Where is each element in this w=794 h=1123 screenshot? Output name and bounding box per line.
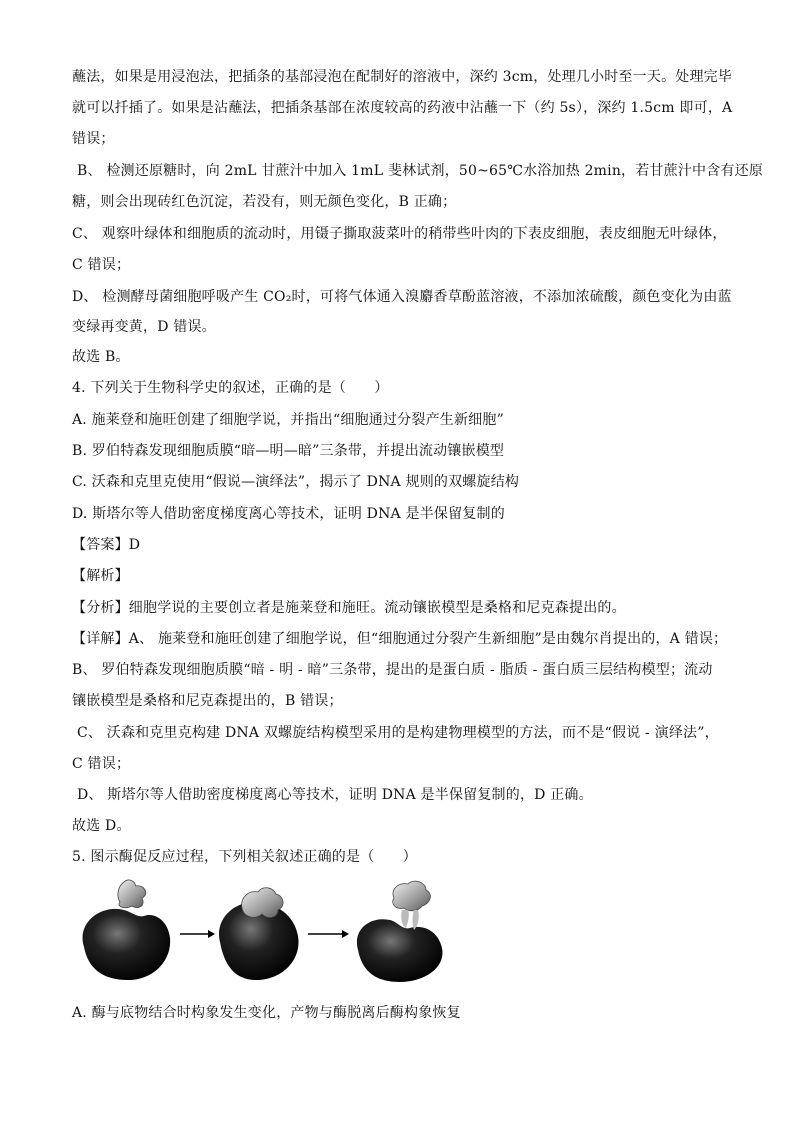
text-line: 镶嵌模型是桑格和尼克森提出的，B 错误； (72, 693, 343, 709)
detail-option-d: D、 斯塔尔等人借助密度梯度离心等技术，证明 DNA 是半保留复制的，D 正确。 (77, 787, 593, 803)
text-line: 蘸法，如果是用浸泡法，把插条的基部浸泡在配制好的溶液中，深约 3cm，处理几小时至一天。处理完毕 (72, 69, 733, 85)
text-line: C 错误； (72, 756, 131, 772)
question-4-stem: 4. 下列关于生物科学史的叙述，正确的是（ ） (72, 380, 389, 396)
question-4-option-b: B. 罗伯特森发现细胞质膜“暗—明—暗”三条带，并提出流动镶嵌模型 (72, 443, 505, 459)
answer-choice: 故选 B。 (72, 349, 130, 365)
option-c-explanation: C、 观察叶绿体和细胞质的流动时，用镊子撕取菠菜叶的稍带些叶肉的下表皮细胞，表皮细胞无叶绿体， (72, 226, 727, 242)
enzyme-substrate-complex (219, 888, 299, 980)
analysis-label: 【解析】 (72, 568, 129, 584)
detail-text: 【详解】A、 施莱登和施旺创建了细胞学说，但“细胞通过分裂产生新细胞”是由魏尔肖提出的，A 错误； (72, 631, 728, 647)
arrow-2 (308, 930, 349, 938)
text-line: C 错误； (72, 257, 131, 273)
text-line: 错误； (72, 131, 115, 147)
text-line: 就可以扦插了。如果是沾蘸法，把插条基部在浓度较高的药液中沾蘸一下（约 5s），深约 1.5cm 即可，A (72, 100, 733, 116)
detail-option-b: B、 罗伯特森发现细胞质膜“暗 - 明 - 暗”三条带，提出的是蛋白质 - 脂质 - 蛋白质三层结构模型；流动 (72, 662, 713, 678)
option-d-explanation: D、 检测酵母菌细胞呼吸产生 CO₂时，可将气体通入溴麝香草酚蓝溶液，不添加浓硫酸，颜色变化为由蓝 (72, 289, 732, 305)
answer-choice: 故选 D。 (72, 818, 131, 834)
text-line: 变绿再变黄，D 错误。 (72, 319, 216, 335)
detail-option-c: C、 沃森和克里克构建 DNA 双螺旋结构模型采用的是构建物理模型的方法，而不是“假说 - 演绎法”， (77, 725, 719, 741)
text-line: 糖，则会出现砖红色沉淀，若没有，则无颜色变化，B 正确； (72, 194, 457, 210)
option-b-explanation: B、 检测还原糖时，向 2mL 甘蔗汁中加入 1mL 斐林试剂，50~65℃水浴加热 2min，若甘蔗汁中含有还原 (77, 163, 764, 179)
arrow-1 (180, 930, 215, 938)
enzyme-reaction-svg (72, 872, 472, 987)
analysis-text: 【分析】细胞学说的主要创立者是施莱登和施旺。流动镶嵌模型是桑格和尼克森提出的。 (72, 600, 626, 616)
enzyme-substrate-stage-1 (83, 880, 171, 980)
question-5-option-a: A. 酶与底物结合时构象发生变化，产物与酶脱离后酶构象恢复 (72, 1005, 461, 1021)
question-4-option-c: C. 沃森和克里克使用“假说—演绎法”，揭示了 DNA 规则的双螺旋结构 (72, 474, 520, 490)
enzyme-reaction-diagram (72, 872, 472, 987)
question-4-option-a: A. 施莱登和施旺创建了细胞学说，并指出“细胞通过分裂产生新细胞” (72, 412, 504, 428)
enzyme-product-release (357, 881, 443, 982)
question-5-stem: 5. 图示酶促反应过程，下列相关叙述正确的是（ ） (72, 849, 418, 865)
question-4-option-d: D. 斯塔尔等人借助密度梯度离心等技术，证明 DNA 是半保留复制的 (72, 506, 505, 522)
answer-label: 【答案】D (72, 537, 141, 553)
